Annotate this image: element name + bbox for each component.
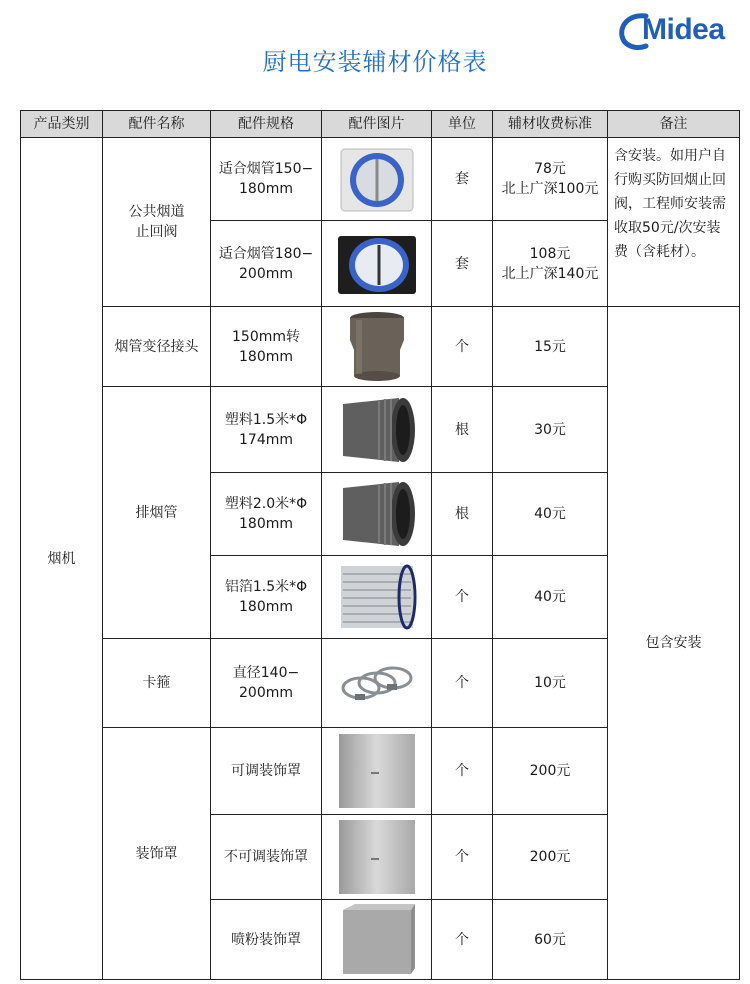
page-title: 厨电安装辅材价格表: [262, 48, 488, 76]
reducer-pipe-image: [342, 310, 412, 384]
image-cell: [322, 221, 432, 307]
plastic-duct-image: [335, 394, 419, 466]
hose-clamps-image: [335, 658, 419, 708]
price-table: [20, 110, 740, 980]
unit-cell: 根: [432, 387, 493, 473]
price-cell: 40元: [493, 473, 608, 556]
header-fee: 辅材收费标准: [493, 111, 608, 138]
image-cell: [322, 900, 432, 980]
spec-cell: 塑料1.5米*Φ 174mm: [211, 387, 322, 473]
check-valve-image: [337, 143, 417, 215]
image-cell: [322, 387, 432, 473]
part-name-cell: 卡箍: [103, 639, 211, 728]
unit-cell: 个: [432, 639, 493, 728]
part-name-cell: 装饰罩: [103, 728, 211, 980]
plastic-duct-image: [335, 478, 419, 550]
foil-duct-image: [335, 560, 419, 634]
header-unit: 单位: [432, 111, 493, 138]
price-cell: 200元: [493, 728, 608, 815]
price-cell: 108元 北上广深140元: [493, 221, 608, 307]
spec-cell: 不可调装饰罩: [211, 815, 322, 900]
remarks-rest: 包含安装: [608, 307, 740, 980]
table-row: [21, 138, 740, 221]
spec-cell: 150mm转 180mm: [211, 307, 322, 387]
category-cell: 烟机: [21, 138, 103, 980]
image-cell: [322, 639, 432, 728]
unit-cell: 根: [432, 473, 493, 556]
image-cell: [322, 473, 432, 556]
image-cell: [322, 138, 432, 221]
spec-cell: 可调装饰罩: [211, 728, 322, 815]
spec-cell: 直径140− 200mm: [211, 639, 322, 728]
part-name-cell: 烟管变径接头: [103, 307, 211, 387]
remarks-valve: 含安装。如用户自行购买防回烟止回阀，工程师安装需收取50元/次安装费（含耗材）。: [608, 138, 740, 307]
part-name-cell: 公共烟道 止回阀: [103, 138, 211, 307]
steel-cover-image: [335, 818, 419, 896]
unit-cell: 套: [432, 138, 493, 221]
spec-cell: 喷粉装饰罩: [211, 900, 322, 980]
spec-cell: 适合烟管180− 200mm: [211, 221, 322, 307]
header-spec: 配件规格: [211, 111, 322, 138]
price-cell: 15元: [493, 307, 608, 387]
table-header-row: [21, 111, 740, 138]
image-cell: [322, 728, 432, 815]
spec-cell: 铝箔1.5米*Φ 180mm: [211, 556, 322, 639]
unit-cell: 个: [432, 728, 493, 815]
table-row: [21, 307, 740, 387]
unit-cell: 个: [432, 815, 493, 900]
price-cell: 60元: [493, 900, 608, 980]
spec-cell: 适合烟管150− 180mm: [211, 138, 322, 221]
image-cell: [322, 307, 432, 387]
steel-cover-image: [335, 732, 419, 810]
header-image: 配件图片: [322, 111, 432, 138]
part-name-cell: 排烟管: [103, 387, 211, 639]
price-cell: 78元 北上广深100元: [493, 138, 608, 221]
unit-cell: 个: [432, 307, 493, 387]
header-part-name: 配件名称: [103, 111, 211, 138]
unit-cell: 个: [432, 900, 493, 980]
powder-cover-image: [335, 902, 419, 978]
image-cell: [322, 815, 432, 900]
price-cell: 40元: [493, 556, 608, 639]
header-remarks: 备注: [608, 111, 740, 138]
price-cell: 200元: [493, 815, 608, 900]
brand-name: Midea: [642, 13, 725, 46]
header-category: 产品类别: [21, 111, 103, 138]
unit-cell: 套: [432, 221, 493, 307]
spec-cell: 塑料2.0米*Φ 180mm: [211, 473, 322, 556]
unit-cell: 个: [432, 556, 493, 639]
price-cell: 30元: [493, 387, 608, 473]
image-cell: [322, 556, 432, 639]
price-cell: 10元: [493, 639, 608, 728]
check-valve-image: [335, 228, 419, 300]
